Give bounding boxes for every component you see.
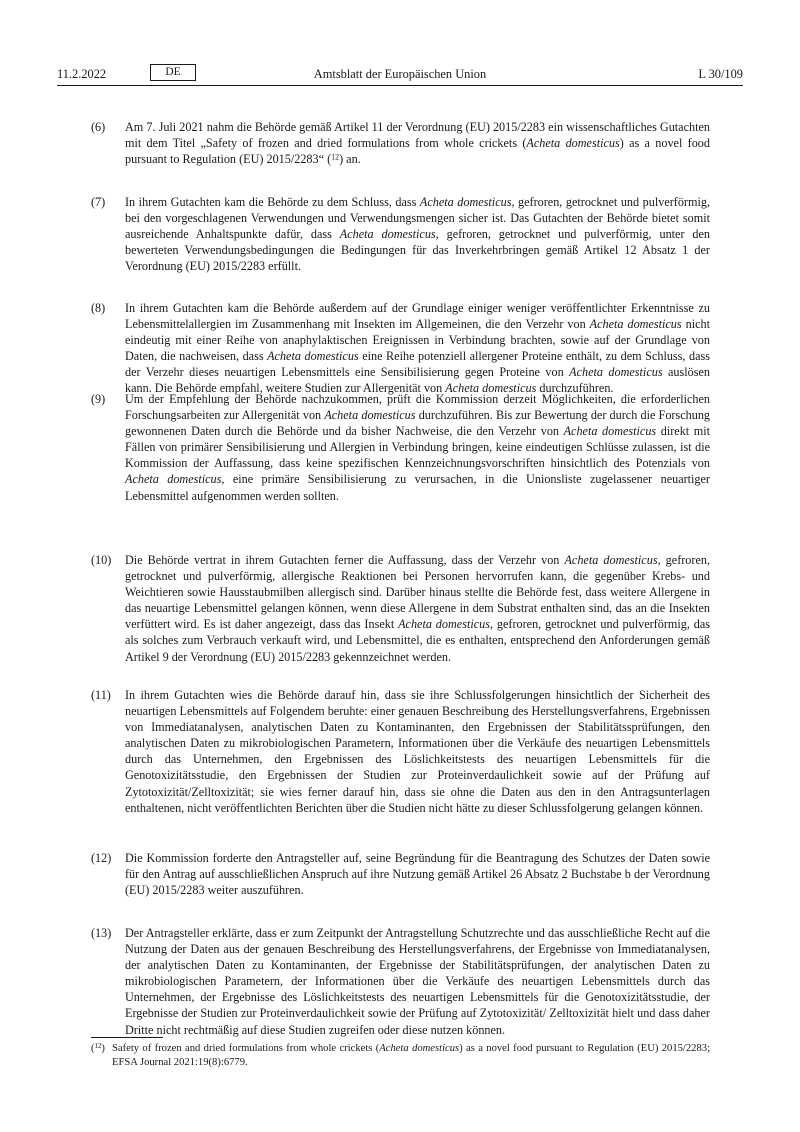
text-run: Der Antragsteller erklärte, dass er zum Zeitpunkt der Antragstellung Schutzrechte und das ausschließliche Recht auf die Nutzung der Daten aus der genauen Beschreibung des Herstellungsverfahrens, der Ergebnisse von Immediatanalysen, der analytischen Daten zu Kontaminanten, der Ergebnisse der Stabilitätsprüfungen, der analytischen Daten zu mikrobiologischen Parametern, der Informationen über die Verkäufe des neuartigen Lebensmittels durch das Unternehmen, der Ergebnisse des Löslichkeitstests des neuartigen Lebensmittels für die Genotoxizitätsstudie, der Ergebnisse der Studien zur Proteinverdaulichkeit sowie der Prüfung auf Zytotoxizität/ Zelltoxizität hielt und dass daher Dritte nicht rechtmäßig auf diese Studien zugreifen oder diese nutzen können.	[125, 926, 710, 1037]
language-badge: DE	[150, 64, 196, 81]
text-run: ) as a novel food pursuant to Regulation (EU) 2015/2283“ (	[125, 136, 710, 167]
text-run: Am 7. Juli 2021 nahm die Behörde gemäß Artikel 11 der Verordnung (EU) 2015/2283 ein wissenschaftliches Gutachten mit dem Titel „Safety of frozen and dried formulations from whole crickets (	[125, 120, 710, 151]
text-run: , gefroren, getrocknet und pulverförmig, bei den vorgeschlagenen Verwendungen und Verwendungsmengen sicher ist. Das Gutachten der Behörde bietet somit ausreichende Anhaltspunkte dafür, dass	[125, 195, 710, 242]
header-divider	[57, 85, 743, 86]
text-run: nicht eindeutig mit einer Reihe von anaphylaktischen Ereignissen in Verbindung brachten, sowie auf der Grundlage von Daten, die nachweisen, dass	[125, 317, 711, 364]
species-name: Acheta domesticus	[526, 136, 620, 151]
recital-number: (10)	[91, 553, 112, 567]
recital	[91, 925, 710, 1038]
species-name: Acheta domesticus	[589, 317, 682, 332]
species-name: Acheta domesticus	[419, 195, 512, 209]
text-run: ) as a novel food pursuant to Regulation (EU) 2015/2283; EFSA Journal 2021:19(8):6779.	[112, 1043, 711, 1068]
recital-text	[125, 850, 710, 898]
text-run: Die Behörde vertrat in ihrem Gutachten ferner die Auffassung, dass der Verzehr von	[125, 553, 565, 567]
text-run: , eine primäre Sensibilisierung zu verursachen, in die Unionsliste zugelassener neuartiger Lebensmittel aufgenommen werden sollten.	[125, 472, 710, 503]
text-run: , gefroren, getrocknet und pulverförmig, unter den bewerteten Verwendungsbedingungen die Bedingungen für das Inverkehrbringen gemäß Artikel 12 Absatz 1 der Verordnung (EU) 2015/2283 erfüllt.	[125, 227, 710, 274]
recital-text	[125, 300, 710, 397]
species-name: Acheta domesticus	[125, 472, 222, 487]
species-name: Acheta domesticus	[324, 408, 416, 423]
species-name: Acheta domesticus	[569, 365, 663, 380]
text-run: Um der Empfehlung der Behörde nachzukommen, prüft die Kommission derzeit Möglichkeiten, die erforderlichen Forschungsarbeiten zur Allergenität von	[125, 392, 710, 423]
journal-title: Amtsblatt der Europäischen Union	[313, 67, 487, 81]
page-number: L 30/109	[698, 67, 743, 81]
recital	[91, 850, 710, 898]
recital-text	[125, 552, 710, 665]
text-run: ) an.	[339, 152, 361, 167]
recital	[91, 391, 710, 504]
recital-text	[125, 119, 710, 167]
text-run: , gefroren, getrocknet und pulverförmig, allergische Reaktionen bei Personen hervorrufen kann, die gegenüber Krebs- und Weichtieren sowie Hausstaubmilben allergisch sind. Darüber hinaus stellte die Behörde fest, dass weitere Allergene in das neuartige Lebensmittel gelangen können, wenn diese Allergene in dem Substrat enthalten sind, das an die Insekten verfüttert wird. Es ist daher angezeigt, dass das Insekt	[125, 553, 711, 632]
recital	[91, 552, 710, 665]
footnote-marker: ($^{12}$)	[91, 1042, 105, 1054]
text-run: , gefroren, getrocknet und pulverförmig, das als solches zum Verbrauch verkauft wird, und Lebensmittel, die es enthalten, entsprechend den Anforderungen gemäß Artikel 9 der Verordnung (EU) 2015/2283 gekennzeichnet werden.	[125, 617, 711, 664]
text-run: auslösen kann. Die Behörde empfahl, weitere Studien zur Allergenität von	[125, 365, 710, 396]
publication-date: 11.2.2022	[57, 67, 107, 81]
recital-text	[125, 194, 710, 274]
text-run: In ihrem Gutachten kam die Behörde zu dem Schluss, dass	[125, 195, 420, 209]
recital-text	[125, 391, 710, 504]
recital-number: (13)	[91, 926, 112, 940]
recital-number: (6)	[91, 120, 106, 134]
recital-number: (8)	[91, 301, 106, 315]
recital-number: (12)	[91, 851, 112, 865]
recital	[91, 194, 710, 274]
recital-text	[125, 687, 710, 816]
species-name: Acheta domesticus	[563, 424, 657, 439]
text-run: direkt mit Fällen von primärer Sensibilisierung und Allergien in Verbindung bringen, keine eindeutigen Schlüsse zulassen, ist die Kommission der Auffassung, dass keine spezifischen Kennzeichnungsvorschriften hinsichtlich des Potenzials von	[125, 424, 710, 471]
recital-text	[125, 925, 710, 1038]
recital-number: (9)	[91, 392, 106, 406]
recital	[91, 687, 710, 816]
text-run: durchzuführen.	[536, 381, 614, 396]
text-run: In ihrem Gutachten wies die Behörde darauf hin, dass sie ihre Schlussfolgerungen hinsichtlich der Sicherheit des neuartigen Lebensmittels auf Folgendem beruhte: einer genauen Beschreibung des Herstellungsverfahrens, Ergebnissen von Immediatanalysen, analytischen Daten zu Kontaminanten, den Ergebnissen der Stabilitätssprüfungen, den analytischen Daten zu mikrobiologischen Parametern, Informationen über die Verkäufe des neuartigen Lebensmittels durch das Unternehmen, den Ergebnissen des Löslichkeitstests des neuartigen Lebensmittels für die Genotoxizitätsstudie, den Ergebnissen der Studien zur Proteinverdaulichkeit sowie auf der Prüfung auf Zytotoxizität/Zelltoxizität; sie wies ferner darauf hin, dass sie ohne die Daten aus den in den Antragsunterlagen enthaltenen, nicht veröffentlichten Berichten über die Studien nicht hätte zu dieser Schlussfolgerung gelangen können.	[125, 688, 710, 815]
species-name: Acheta domesticus	[398, 617, 490, 632]
footnote-divider	[91, 1037, 163, 1038]
text-run: Safety of frozen and dried formulations from whole crickets (	[112, 1043, 380, 1054]
recital	[91, 300, 710, 397]
text-run: Die Kommission forderte den Antragsteller auf, seine Begründung für die Beantragung des Schutzes der Daten sowie für den Antrag auf ausschließlichen Anspruch auf ihre Nutzung gemäß Artikel 26 Absatz 2 Buchstabe b der Verordnung (EU) 2015/2283 weiter auszuführen.	[125, 851, 710, 898]
text-run: In ihrem Gutachten kam die Behörde außerdem auf der Grundlage einiger weniger veröffentlichter Erkenntnisse zu Lebensmittelallergien im Zusammenhang mit Insekten im Allgemeinen, die den Verzehr von	[125, 301, 710, 332]
recital	[91, 119, 710, 167]
recital-number: (7)	[91, 195, 106, 209]
page-header	[57, 64, 743, 84]
recital-number: (11)	[91, 688, 111, 702]
text-run: durchzuführen. Bis zur Bewertung der durch die Forschung gewonnenen Daten durch die Behörde und da bisher Nachweise, die den Verzehr von	[125, 408, 711, 439]
species-name: Acheta domesticus	[379, 1043, 460, 1054]
species-name: Acheta domesticus	[564, 553, 658, 567]
species-name: Acheta domesticus	[445, 381, 537, 396]
text-run: eine Reihe potenziell allergener Proteine enthält, zu dem Schluss, dass der Verzehr dieses neuartigen Lebensmittels eine Sensibilisierung gegen Proteine von	[125, 349, 710, 380]
footnote-reference: 12	[331, 152, 340, 162]
species-name: Acheta domesticus	[339, 227, 436, 242]
species-name: Acheta domesticus	[267, 349, 359, 364]
footnote	[91, 1042, 710, 1069]
footnote-text	[91, 1042, 710, 1069]
